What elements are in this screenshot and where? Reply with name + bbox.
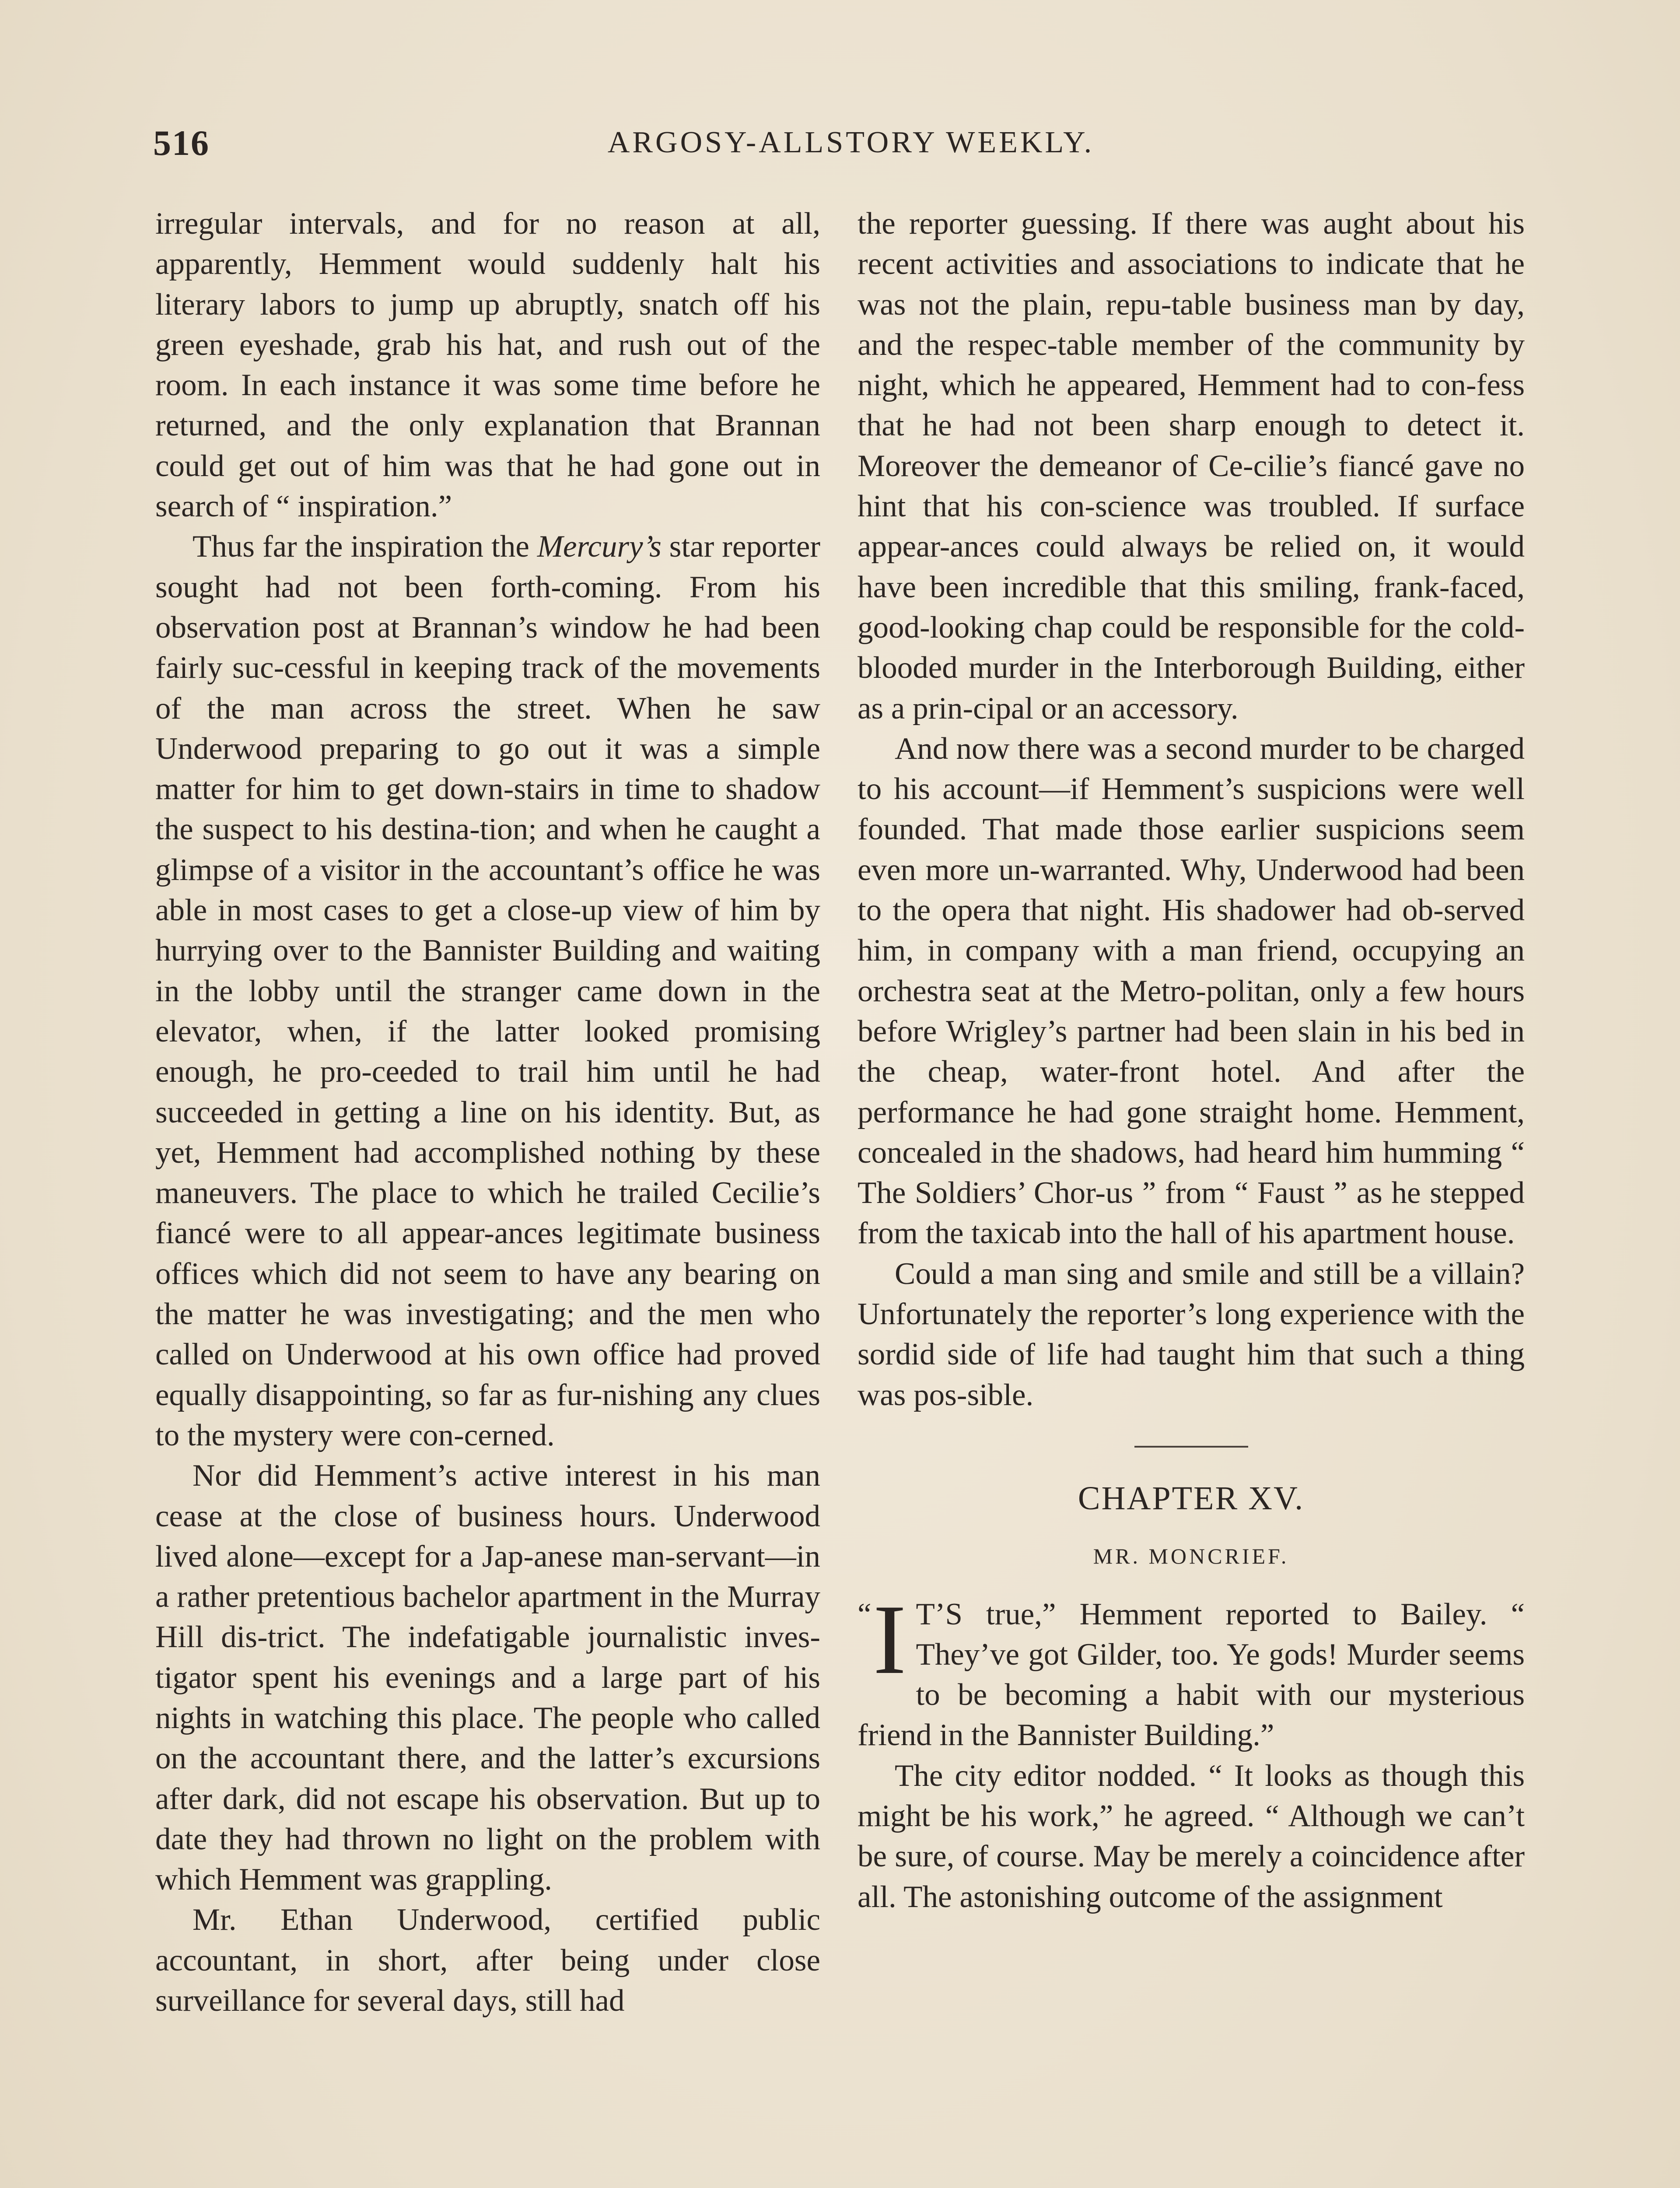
left-column [155,203,820,2021]
mercury-title: Mercury’s [537,529,662,564]
chapter-opening-text: T’S true,” Hemment reported to Bailey. “ They’ve got Gilder, too. Ye gods! Murder seems to be becoming a habit with our mysterious friend in the Bannister Building.” [858,1597,1525,1753]
right-paragraph-5: The city editor nodded. “ It looks as though this might be his work,” he agreed. “ Although we can’t be sure, of course. May be merely a coincidence after all. The astonishing outcome of the assignment [858,1758,1525,1914]
right-paragraph-2: And now there was a second murder to be charged to his account—if Hemment’s suspicions were well founded. That made those earlier suspicions seem even more un-warranted. Why, Underwood had been to the opera that night. His shadower had ob-served him, in company with a man friend, occupying an orchestra seat at the Metro-politan, only a few hours before Wrigley’s partner had been slain in his bed in the cheap, water-front hotel. And after the performance he had gone straight home. Hemment, concealed in the shadows, had heard him humming “ The Soldiers’ Chor-us ” from “ Faust ” as he stepped from the taxicab into the hall of his apartment house. [858,731,1525,1251]
right-column [858,203,1525,1917]
page-number: 516 [153,123,210,163]
chapter-subtitle: MR. MONCRIEF. [1093,1544,1289,1569]
drop-cap-letter: I [873,1584,906,1695]
section-divider [1134,1446,1248,1448]
chapter-opening-paragraph [858,1584,1525,1756]
left-paragraph-1: irregular intervals, and for no reason at all, apparently, Hemment would suddenly halt his literary labors to jump up abruptly, snatch off his green eyeshade, grab his hat, and rush out of the room. In each instance it was some time before he returned, and the only explanation that Brannan could get out of him was that he had gone out in search of “ inspiration.” [155,207,820,524]
left-paragraph-2-rest: star reporter sought had not been forth-coming. From his observation post at Brannan’s window he had been fairly suc-cessful in keeping track of the movements of the man across the street. When he saw Underwood preparing to go out it was a simple matter for him to get down-stairs in time to shadow the suspect to his destina-tion; and when he caught a glimpse of a visitor in the accountant’s office he was able in most cases to get a close-up view of him by hurrying over to the Bannister Building and waiting in the lobby until the stranger came down in the elevator, when, if the latter looked promising enough, he pro-ceeded to trail him until he had succeeded in getting a line on his identity. But, as yet, Hemment had accomplished nothing by these maneuvers. The place to which he trailed Cecilie’s fiancé were to all appear-ances legitimate business offices which did not seem to have any bearing on the matter he was investigating; and the men who called on Underwood at his own office had proved equally disappointing, so far as fur-nishing any clues to the mystery were con-cerned. [155,529,820,1452]
left-paragraph-2 [155,526,820,1455]
left-paragraph-2-start: Thus far the inspiration the [192,529,537,564]
page-header [153,123,1549,175]
running-head: ARGOSY-ALLSTORY WEEKLY. [607,126,1095,159]
left-paragraph-3: Nor did Hemment’s active interest in his man cease at the close of business hours. Underwood lived alone—except for a Jap-anese man-servant—in a rather pretentious bachelor apartment in the Murray Hill dis-trict. The indefatigable journalistic inves-tigator spent his evenings and a large part of his nights in watching this place. The people who called on the accountant there, and the latter’s excursions after dark, did not escape his observation. But up to date they had thrown no light on the problem with which Hemment was grappling. [155,1459,820,1897]
opening-quote-mark: “ [858,1597,872,1631]
chapter-title: CHAPTER XV. [1078,1480,1305,1517]
right-paragraph-3: Could a man sing and smile and still be a villain? Unfortunately the reporter’s long experience with the sordid side of life had taught him that such a thing was pos-sible. [858,1256,1525,1412]
right-paragraph-1: the reporter guessing. If there was aught about his recent activities and associations to indicate that he was not the plain, repu-table business man by day, and the respec-table member of the community by night, which he appeared, Hemment had to con-fess that he had not been sharp enough to detect it. Moreover the demeanor of Ce-cilie’s fiancé gave no hint that his con-science was troubled. If surface appear-ances could always be relied on, it would have been incredible that this smiling, frank-faced, good-looking chap could be responsible for the cold-blooded murder in the Interborough Building, either as a prin-cipal or an accessory. [858,207,1525,726]
left-paragraph-4: Mr. Ethan Underwood, certified public accountant, in short, after being under close surveillance for several days, still had [155,1903,820,2018]
